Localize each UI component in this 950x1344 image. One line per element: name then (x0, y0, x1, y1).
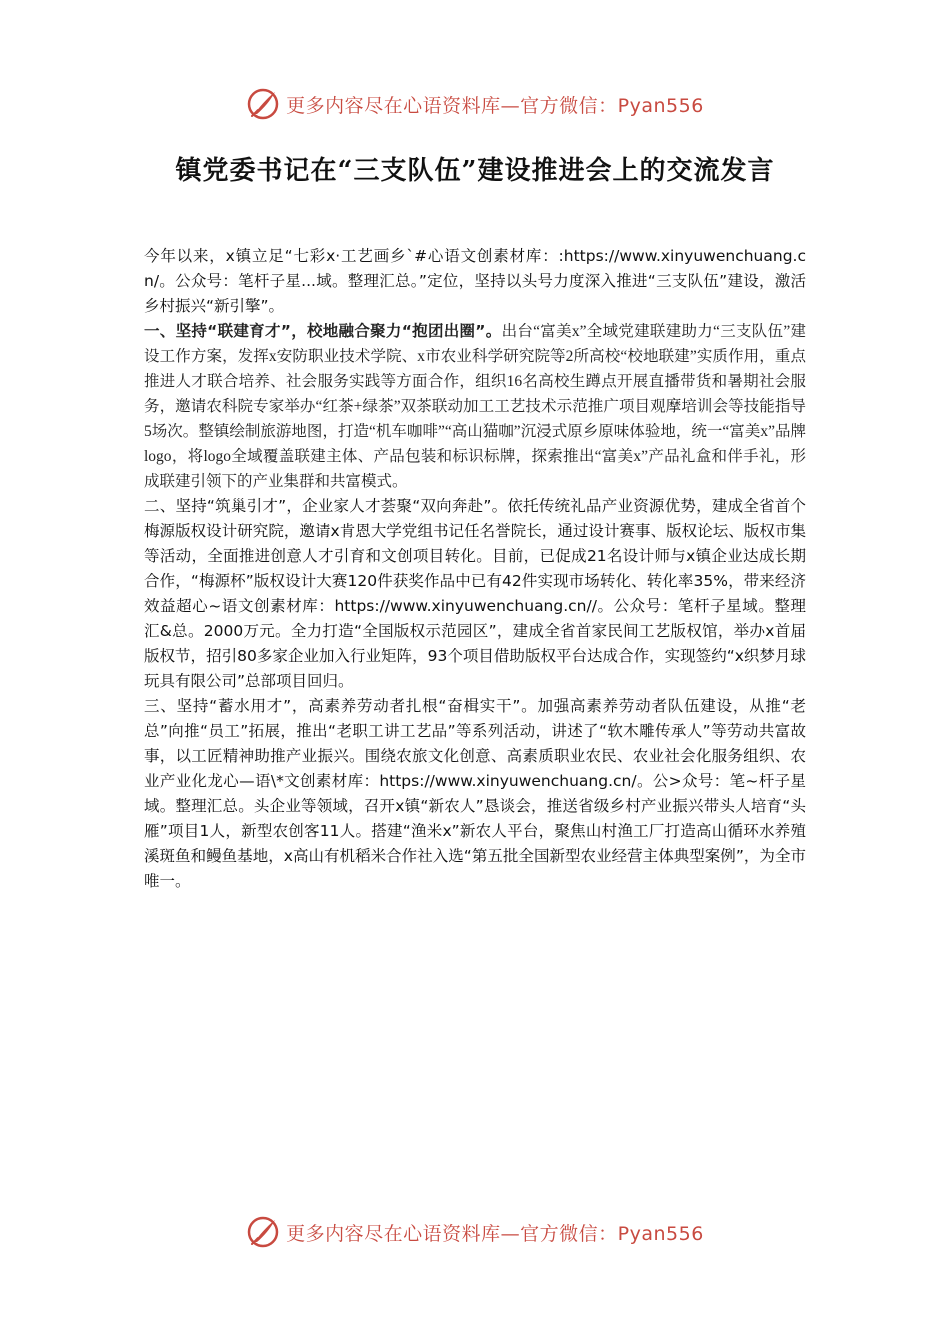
intro-paragraph: 今年以来，x镇立足“七彩x·工艺画乡`#心语文创素材库：:https://www.xinyuwenchuang.cn/。公众号：笔杆子星...域。整理汇总。”定位，坚持以头号力度深入推进“三支队伍”建设，激活乡村振兴“新引擎”。 (144, 247, 806, 315)
section-3-heading: 三、坚持“蓄水用才”，高素养劳动者扎根“奋楫实干”。 (144, 697, 538, 715)
quill-logo-icon (246, 87, 280, 121)
document-title: 镇党委书记在“三支队伍”建设推进会上的交流发言 (175, 156, 775, 186)
section-3-paragraph (144, 694, 806, 894)
watermark-text: 更多内容尽在心语资料库—官方微信：Pyan556 (286, 1222, 704, 1245)
section-2-body: 依托传统礼品产业资源优势，建成全省首个梅源版权设计研究院，邀请x肯恩大学党组书记任名誉院长，通过设计赛事、版权论坛、版权市集等活动，全面推进创意人才引育和文创项目转化。目前，已促成21名设计师与x镇企业达成长期合作，“梅源杯”版权设计大赛120件获奖作品中已有42件实现市场转化、转化率35%，带来经济效益超心~语文创素材库：https://www.xinyuwenchuang.cn//。公众号：笔杆子星域。整理汇&总。2000万元。全力打造“全国版权示范园区”，建成全省首家民间工艺版权馆，举办x首届版权节，招引80多家企业加入行业矩阵，93个项目借助版权平台达成合作，实现签约“x织梦月球玩具有限公司”总部项目回归。 (144, 497, 806, 690)
section-3-body: 加强高素养劳动者队伍建设，从推“老总”向推“员工”拓展，推出“老职工讲工艺品”等系列活动，讲述了“软木雕传承人”等劳动共富故事，以工匠精神助推产业振兴。围绕农旅文化创意、高素质职业农民、农业社会化服务组织、农业产业化龙心—语\*文创素材库：https://www.xinyuwenchuang.cn/。公>众号：笔~杆子星域。整理汇总。头企业等领域，召开x镇“新农人”恳谈会，推送省级乡村产业振兴带头人培育“头雁”项目1人，新型农创客11人。搭建“渔米x”新农人平台，聚焦山村渔工厂打造高山循环水养殖溪斑鱼和鳗鱼基地，x高山有机稻米合作社入选“第五批全国新型农业经营主体典型案例”，为全市唯一。 (144, 697, 807, 890)
section-2-heading: 二、坚持“筑巢引才”，企业家人才荟聚“双向奔赴”。 (144, 497, 508, 515)
section-1-heading: 一、坚持“联建育才”，校地融合聚力“抱团出圈”。 (144, 322, 502, 340)
watermark-text: 更多内容尽在心语资料库—官方微信：Pyan556 (286, 94, 704, 117)
watermark-banner-bottom (0, 1212, 950, 1252)
section-2-paragraph (144, 494, 806, 694)
section-1-body: 出台“富美x”全域党建联建助力“三支队伍”建设工作方案，发挥x安防职业技术学院、x市农业科学研究院等2所高校“校地联建”实质作用，重点推进人才联合培养、社会服务实践等方面合作，组织16名高校生蹲点开展直播带货和暑期社会服务，邀请农科院专家举办“红茶+绿茶”双茶联动加工工艺技术示范推广项目观摩培训会等技能指导5场次。整镇绘制旅游地图，打造“机车咖啡”“高山猫咖”沉浸式原乡原味体验地，统一“富美x”品牌logo，将logo全域覆盖联建主体、产品包装和标识标牌，探索推出“富美x”产品礼盒和伴手礼，形成联建引领下的产业集群和共富模式。 (144, 323, 807, 490)
section-1-paragraph (144, 319, 806, 494)
document-body (144, 244, 806, 894)
quill-logo-icon (246, 1215, 280, 1249)
watermark-banner-top (0, 84, 950, 124)
